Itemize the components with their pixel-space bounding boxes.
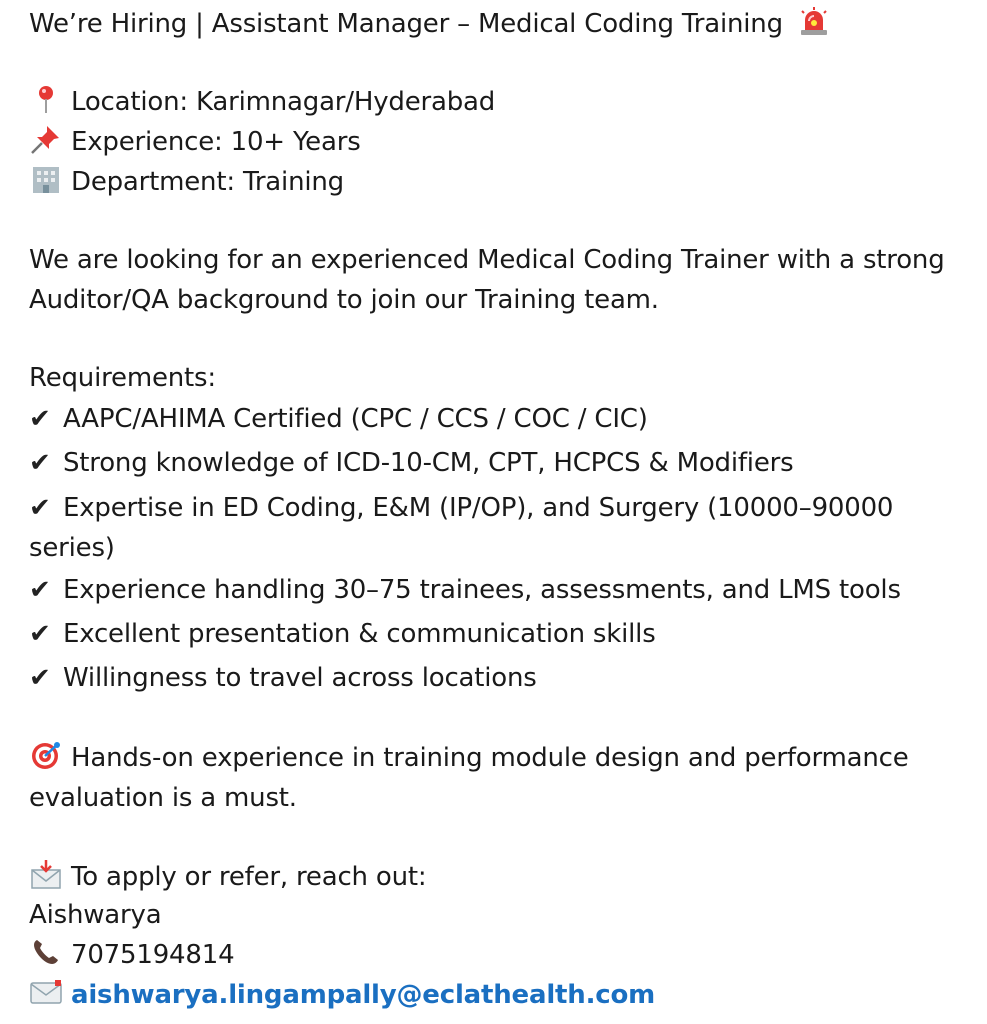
location-line bbox=[29, 84, 965, 119]
checkmark-icon: ✔ bbox=[29, 663, 51, 693]
requirement-text: AAPC/AHIMA Certified (CPC / CCS / COC / CIC) bbox=[63, 404, 648, 434]
must-have-paragraph bbox=[29, 738, 965, 818]
department-line bbox=[29, 164, 965, 199]
requirement-item bbox=[29, 661, 965, 695]
email-link[interactable]: aishwarya.lingampally@eclathealth.com bbox=[71, 980, 656, 1010]
post-title: We’re Hiring | Assistant Manager – Medical Coding Training bbox=[29, 9, 783, 39]
requirement-item bbox=[29, 402, 965, 436]
requirements-heading: Requirements: bbox=[29, 363, 216, 393]
apply-line bbox=[29, 859, 965, 894]
requirement-text: Experience handling 30–75 trainees, assessments, and LMS tools bbox=[63, 575, 901, 605]
must-have-text: Hands-on experience in training module design and performance evaluation is a must. bbox=[29, 743, 909, 813]
requirement-item bbox=[29, 573, 965, 607]
post-title-line bbox=[29, 6, 965, 41]
requirement-text: Excellent presentation & communication skills bbox=[63, 619, 656, 649]
checkmark-icon: ✔ bbox=[29, 493, 51, 523]
siren-icon bbox=[797, 6, 831, 36]
phone-icon bbox=[29, 937, 63, 967]
phone-number-link[interactable]: 7075194814 bbox=[71, 940, 235, 970]
email-line bbox=[29, 977, 965, 1012]
department-text: Department: Training bbox=[71, 167, 344, 197]
requirement-text: Willingness to travel across locations bbox=[63, 663, 537, 693]
requirement-item bbox=[29, 488, 965, 568]
apply-text: To apply or refer, reach out: bbox=[71, 862, 427, 892]
email-icon bbox=[29, 977, 63, 1007]
requirement-text: Expertise in ED Coding, E&M (IP/OP), and Surgery (10000–90000 series) bbox=[29, 493, 894, 563]
checkmark-icon: ✔ bbox=[29, 404, 51, 434]
experience-line bbox=[29, 124, 965, 159]
intro-paragraph: We are looking for an experienced Medical Coding Trainer with a strong Auditor/QA background to join our Training team. bbox=[29, 245, 945, 315]
target-icon bbox=[29, 740, 63, 770]
phone-line bbox=[29, 937, 965, 972]
experience-text: Experience: 10+ Years bbox=[71, 127, 361, 157]
location-pin-icon bbox=[29, 84, 63, 114]
requirement-item bbox=[29, 446, 965, 480]
contact-name: Aishwarya bbox=[29, 900, 162, 930]
location-text: Location: Karimnagar/Hyderabad bbox=[71, 87, 496, 117]
requirement-text: Strong knowledge of ICD-10-CM, CPT, HCPCS & Modifiers bbox=[63, 448, 794, 478]
checkmark-icon: ✔ bbox=[29, 448, 51, 478]
requirement-item bbox=[29, 617, 965, 651]
office-building-icon bbox=[29, 164, 63, 194]
checkmark-icon: ✔ bbox=[29, 575, 51, 605]
pushpin-icon bbox=[29, 124, 63, 154]
checkmark-icon: ✔ bbox=[29, 619, 51, 649]
inbox-envelope-icon bbox=[29, 859, 63, 889]
